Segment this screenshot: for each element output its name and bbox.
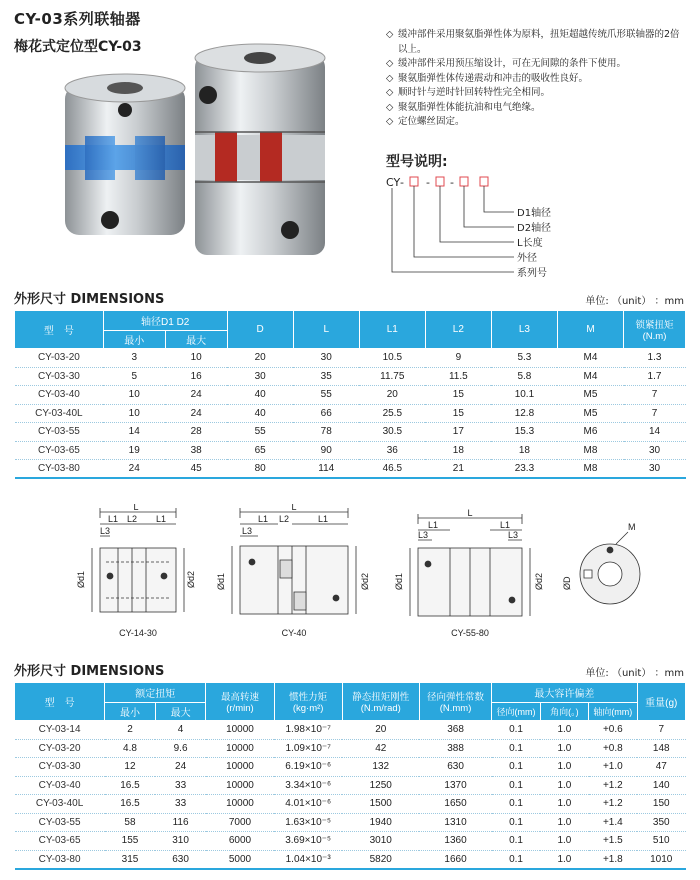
feature-item: ◇ 顺时针与逆时针回转特性完全相同。 xyxy=(386,87,551,98)
table-cell: +1.5 xyxy=(589,832,637,851)
table-cell: 4.8 xyxy=(105,739,156,758)
table-cell: 1.98×10⁻⁷ xyxy=(274,721,342,740)
table-cell: 35 xyxy=(293,367,359,386)
table-row xyxy=(15,776,686,795)
table-cell: M4 xyxy=(557,349,623,368)
table-cell: 21 xyxy=(425,460,491,479)
table-cell: 7 xyxy=(624,386,686,405)
table-cell: 0.1 xyxy=(492,850,540,869)
table-cell: 42 xyxy=(342,739,419,758)
col-header: L2 xyxy=(425,311,491,349)
dim-label: L xyxy=(467,508,473,518)
table-cell: 16.5 xyxy=(105,795,156,814)
table-row xyxy=(15,367,686,386)
table-cell: 510 xyxy=(637,832,685,851)
col-header: 最大 xyxy=(155,703,206,721)
col-header: 型 号 xyxy=(15,311,104,349)
table-cell: 80 xyxy=(227,460,293,479)
dim-label: L3 xyxy=(508,530,519,540)
table-cell: 0.1 xyxy=(492,758,540,777)
dim-label: L1 xyxy=(500,520,511,530)
table-cell: 1.7 xyxy=(624,367,686,386)
table-row xyxy=(15,739,686,758)
table-cell: 0.1 xyxy=(492,832,540,851)
col-header: L3 xyxy=(491,311,557,349)
table-cell: 15 xyxy=(425,386,491,405)
table2-title: 外形尺寸 DIMENSIONS xyxy=(14,664,165,679)
table-cell: 1.0 xyxy=(540,739,588,758)
table-cell: 388 xyxy=(419,739,492,758)
model-cell: CY-03-80 xyxy=(15,850,105,869)
table-cell: 0.1 xyxy=(492,721,540,740)
feature-item: ◇ 缓冲部件采用预压缩设计，可在无间隙的条件下使用。 xyxy=(386,58,627,69)
table-row xyxy=(15,795,686,814)
table-cell: 14 xyxy=(103,423,165,442)
table-cell: 155 xyxy=(105,832,156,851)
table-cell: 0.1 xyxy=(492,776,540,795)
table-cell: 3010 xyxy=(342,832,419,851)
table-cell: M5 xyxy=(557,404,623,423)
table-cell: M8 xyxy=(557,460,623,479)
table-cell: 1.0 xyxy=(540,795,588,814)
table-cell: 150 xyxy=(637,795,685,814)
technical-drawings xyxy=(14,504,686,650)
table-cell: 1360 xyxy=(419,832,492,851)
table-cell: 6.19×10⁻⁶ xyxy=(274,758,342,777)
table-cell: 1.3 xyxy=(624,349,686,368)
col-header: 轴向(mm) xyxy=(589,703,637,721)
table-cell: 310 xyxy=(155,832,206,851)
table-cell: 630 xyxy=(155,850,206,869)
col-header: 角向(。) xyxy=(540,703,588,721)
table-cell: 315 xyxy=(105,850,156,869)
dim-label: L1 xyxy=(108,514,119,524)
table-cell: 3.69×10⁻⁵ xyxy=(274,832,342,851)
col-header: 重量(g) xyxy=(637,683,685,721)
table-cell: 10.5 xyxy=(359,349,425,368)
table-cell: +1.4 xyxy=(589,813,637,832)
table-cell: 1310 xyxy=(419,813,492,832)
table-cell: 0.1 xyxy=(492,795,540,814)
dim-label: L xyxy=(291,504,297,512)
table-cell: 38 xyxy=(165,441,227,460)
table-cell: 18 xyxy=(425,441,491,460)
table-cell: 40 xyxy=(227,404,293,423)
table-cell: 40 xyxy=(227,386,293,405)
col-header: 静态扭矩刚性(N.m/rad) xyxy=(342,683,419,721)
table-cell: +1.0 xyxy=(589,758,637,777)
small-coupling-image xyxy=(65,74,185,235)
table-cell: +0.6 xyxy=(589,721,637,740)
table-cell: 350 xyxy=(637,813,685,832)
table-cell: 1010 xyxy=(637,850,685,869)
table-cell: 20 xyxy=(359,386,425,405)
table-cell: 1660 xyxy=(419,850,492,869)
page-title: CY-03系列联轴器 xyxy=(14,10,141,28)
table-cell: 5000 xyxy=(206,850,274,869)
dim-label: Ød2 xyxy=(534,572,544,590)
table-row xyxy=(15,813,686,832)
dim-label: Ød1 xyxy=(76,570,86,588)
table-row xyxy=(15,404,686,423)
table-cell: 10000 xyxy=(206,739,274,758)
table-cell: 14 xyxy=(624,423,686,442)
model-cell: CY-03-40L xyxy=(15,795,105,814)
model-cell: CY-03-55 xyxy=(15,423,104,442)
table-cell: 19 xyxy=(103,441,165,460)
table-cell: 140 xyxy=(637,776,685,795)
table-cell: 11.5 xyxy=(425,367,491,386)
table-cell: 30 xyxy=(227,367,293,386)
table-cell: 10000 xyxy=(206,776,274,795)
table-row xyxy=(15,386,686,405)
table-cell: 23.3 xyxy=(491,460,557,479)
table-cell: 4.01×10⁻⁶ xyxy=(274,795,342,814)
table-cell: +1.2 xyxy=(589,776,637,795)
table-cell: 20 xyxy=(342,721,419,740)
table-cell: 7000 xyxy=(206,813,274,832)
product-photo xyxy=(30,40,360,260)
col-header: 额定扭矩 xyxy=(105,683,206,703)
model-code-prefix: CY xyxy=(386,176,401,189)
table-cell: 17 xyxy=(425,423,491,442)
feature-item: ◇ 缓冲部件采用聚氨脂弹性体为原料，扭矩超越传统爪形联轴器的2倍以上。 xyxy=(386,29,680,55)
table-cell: 10 xyxy=(165,349,227,368)
table-cell: 58 xyxy=(105,813,156,832)
table-row xyxy=(15,460,686,479)
dim-label: Ød1 xyxy=(216,572,226,590)
drawing-cy-14-30 xyxy=(92,508,184,612)
dim-label: L1 xyxy=(258,514,269,524)
table-row xyxy=(15,423,686,442)
table-cell: 15.3 xyxy=(491,423,557,442)
table-cell: 10000 xyxy=(206,795,274,814)
table-cell: 12.8 xyxy=(491,404,557,423)
model-cell: CY-03-20 xyxy=(15,739,105,758)
model-cell: CY-03-55 xyxy=(15,813,105,832)
col-header: M xyxy=(557,311,623,349)
col-header: 轴径D1 D2 xyxy=(103,311,227,331)
table-row xyxy=(15,850,686,869)
table-cell: 12 xyxy=(105,758,156,777)
model-cell: CY-03-65 xyxy=(15,832,105,851)
table-cell: 132 xyxy=(342,758,419,777)
table-cell: M4 xyxy=(557,367,623,386)
model-cell: CY-03-14 xyxy=(15,721,105,740)
table-cell: 10.1 xyxy=(491,386,557,405)
table-cell: M6 xyxy=(557,423,623,442)
table-cell: 1370 xyxy=(419,776,492,795)
table-cell: 30 xyxy=(624,441,686,460)
dim-label: M xyxy=(628,522,636,532)
table-row xyxy=(15,349,686,368)
table-cell: 30 xyxy=(293,349,359,368)
table-cell: 16.5 xyxy=(105,776,156,795)
dimensions-table-body xyxy=(15,349,686,479)
table-cell: 0.1 xyxy=(492,739,540,758)
table-cell: 5 xyxy=(103,367,165,386)
dim-label: L xyxy=(133,504,139,512)
table-cell: 5.8 xyxy=(491,367,557,386)
table-cell: 1940 xyxy=(342,813,419,832)
model-code-label: 系列号 xyxy=(517,268,547,279)
dim-label: L3 xyxy=(418,530,429,540)
dim-label: Ød2 xyxy=(186,570,196,588)
table1-unit: 单位: （unit） ：mm xyxy=(585,296,684,307)
dim-label: L3 xyxy=(242,526,253,536)
model-cell: CY-03-80 xyxy=(15,460,104,479)
model-cell: CY-03-40 xyxy=(15,776,105,795)
table-row xyxy=(15,441,686,460)
table-cell: 148 xyxy=(637,739,685,758)
table-cell: M5 xyxy=(557,386,623,405)
table-cell: 10000 xyxy=(206,758,274,777)
table-cell: 24 xyxy=(103,460,165,479)
table-cell: 114 xyxy=(293,460,359,479)
feature-item: ◇ 聚氨脂弹性体传递震动和冲击的吸收性良好。 xyxy=(386,72,589,84)
dim-label: Ød2 xyxy=(360,572,370,590)
table-cell: 2 xyxy=(105,721,156,740)
table-cell: 16 xyxy=(165,367,227,386)
model-cell: CY-03-30 xyxy=(15,367,104,386)
table-cell: 1.0 xyxy=(540,721,588,740)
table-cell: 1.09×10⁻⁷ xyxy=(274,739,342,758)
model-cell: CY-03-65 xyxy=(15,441,104,460)
col-header: 最小 xyxy=(105,703,156,721)
table-cell: 36 xyxy=(359,441,425,460)
table-cell: 1.0 xyxy=(540,776,588,795)
table-row xyxy=(15,721,686,740)
table-cell: 46.5 xyxy=(359,460,425,479)
table-cell: +0.8 xyxy=(589,739,637,758)
drawing-label: CY-55-80 xyxy=(451,628,489,638)
table-cell: 7 xyxy=(624,404,686,423)
table-cell: 9.6 xyxy=(155,739,206,758)
table-cell: 30 xyxy=(624,460,686,479)
table-cell: +1.8 xyxy=(589,850,637,869)
table-cell: 65 xyxy=(227,441,293,460)
table-cell: M8 xyxy=(557,441,623,460)
table-cell: +1.2 xyxy=(589,795,637,814)
table-cell: 1.0 xyxy=(540,758,588,777)
drawing-end-view xyxy=(580,532,640,604)
table-cell: 368 xyxy=(419,721,492,740)
col-header: 锁紧扭矩(N.m) xyxy=(624,311,686,349)
table-cell: 7 xyxy=(637,721,685,740)
table-cell: 30.5 xyxy=(359,423,425,442)
table-cell: 15 xyxy=(425,404,491,423)
table-cell: 24 xyxy=(165,386,227,405)
dim-label: L1 xyxy=(428,520,439,530)
table-cell: 1.0 xyxy=(540,813,588,832)
table-cell: 6000 xyxy=(206,832,274,851)
svg-text:-: - xyxy=(450,176,454,189)
model-code-label: D2轴径 xyxy=(517,223,552,234)
col-header: 径向(mm) xyxy=(492,703,540,721)
table-cell: 33 xyxy=(155,795,206,814)
drawing-label: CY-40 xyxy=(281,628,307,638)
table-cell: 20 xyxy=(227,349,293,368)
col-header: D xyxy=(227,311,293,349)
table-cell: 1250 xyxy=(342,776,419,795)
table-cell: 1.04×10⁻³ xyxy=(274,850,342,869)
model-code-title: 型号说明: xyxy=(386,154,448,170)
dim-label: ØD xyxy=(562,576,572,590)
col-header: 最大容许偏差 xyxy=(492,683,637,703)
table-cell: 9 xyxy=(425,349,491,368)
table-cell: 1.63×10⁻⁵ xyxy=(274,813,342,832)
performance-table xyxy=(14,682,686,870)
table-cell: 1500 xyxy=(342,795,419,814)
model-cell: CY-03-30 xyxy=(15,758,105,777)
table-cell: 28 xyxy=(165,423,227,442)
dim-label: L1 xyxy=(318,514,329,524)
table-cell: 66 xyxy=(293,404,359,423)
drawing-cy-40 xyxy=(232,508,356,614)
dim-label: L2 xyxy=(279,514,290,524)
feature-item: ◇ 聚氨脂弹性体能抗油和电气绝缘。 xyxy=(386,101,541,113)
drawing-label: CY-14-30 xyxy=(119,628,157,638)
col-header: 最高转速(r/min) xyxy=(206,683,274,721)
table-cell: 1.0 xyxy=(540,850,588,869)
table-cell: 55 xyxy=(227,423,293,442)
model-code-label: L长度 xyxy=(517,238,543,249)
table-cell: 630 xyxy=(419,758,492,777)
table-row xyxy=(15,832,686,851)
table-cell: 11.75 xyxy=(359,367,425,386)
col-header: 型 号 xyxy=(15,683,105,721)
dim-label: L3 xyxy=(100,526,111,536)
table-cell: 3 xyxy=(103,349,165,368)
table-cell: 47 xyxy=(637,758,685,777)
table-cell: 116 xyxy=(155,813,206,832)
feature-list xyxy=(386,28,686,130)
model-cell: CY-03-40 xyxy=(15,386,104,405)
model-code-diagram xyxy=(386,174,626,284)
model-code-label: D1轴径 xyxy=(517,208,552,219)
dim-label: L1 xyxy=(156,514,167,524)
table-cell: 90 xyxy=(293,441,359,460)
dimensions-table xyxy=(14,310,686,479)
model-cell: CY-03-20 xyxy=(15,349,104,368)
table-cell: 18 xyxy=(491,441,557,460)
table-cell: 5.3 xyxy=(491,349,557,368)
table-cell: 78 xyxy=(293,423,359,442)
dim-label: Ød1 xyxy=(394,572,404,590)
table-cell: 10 xyxy=(103,386,165,405)
performance-table-body xyxy=(15,721,686,869)
table-row xyxy=(15,758,686,777)
table-cell: 1.0 xyxy=(540,832,588,851)
svg-text:-: - xyxy=(426,176,430,189)
table-cell: 25.5 xyxy=(359,404,425,423)
col-header: L1 xyxy=(359,311,425,349)
table-cell: 10000 xyxy=(206,721,274,740)
col-header: 最小 xyxy=(103,331,165,349)
page-subtitle: 梅花式定位型CY-03 xyxy=(14,39,142,55)
table-cell: 10 xyxy=(103,404,165,423)
table-cell: 45 xyxy=(165,460,227,479)
table-cell: 0.1 xyxy=(492,813,540,832)
table-cell: 24 xyxy=(155,758,206,777)
col-header: L xyxy=(293,311,359,349)
table2-unit: 单位: （unit） ：mm xyxy=(585,668,684,679)
table-cell: 5820 xyxy=(342,850,419,869)
large-coupling-image xyxy=(195,44,325,255)
table-cell: 33 xyxy=(155,776,206,795)
col-header: 惯性力矩(kg·m²) xyxy=(274,683,342,721)
table-cell: 3.34×10⁻⁶ xyxy=(274,776,342,795)
feature-item: ◇ 定位螺丝固定。 xyxy=(386,116,465,127)
table-cell: 1650 xyxy=(419,795,492,814)
table1-title: 外形尺寸 DIMENSIONS xyxy=(14,292,165,307)
model-cell: CY-03-40L xyxy=(15,404,104,423)
dim-label: L2 xyxy=(127,514,138,524)
table-cell: 24 xyxy=(165,404,227,423)
table-cell: 55 xyxy=(293,386,359,405)
col-header: 最大 xyxy=(165,331,227,349)
model-code-label: 外径 xyxy=(517,253,537,264)
svg-text:-: - xyxy=(400,176,404,189)
col-header: 径向弹性常数(N.mm) xyxy=(419,683,492,721)
table-cell: 4 xyxy=(155,721,206,740)
